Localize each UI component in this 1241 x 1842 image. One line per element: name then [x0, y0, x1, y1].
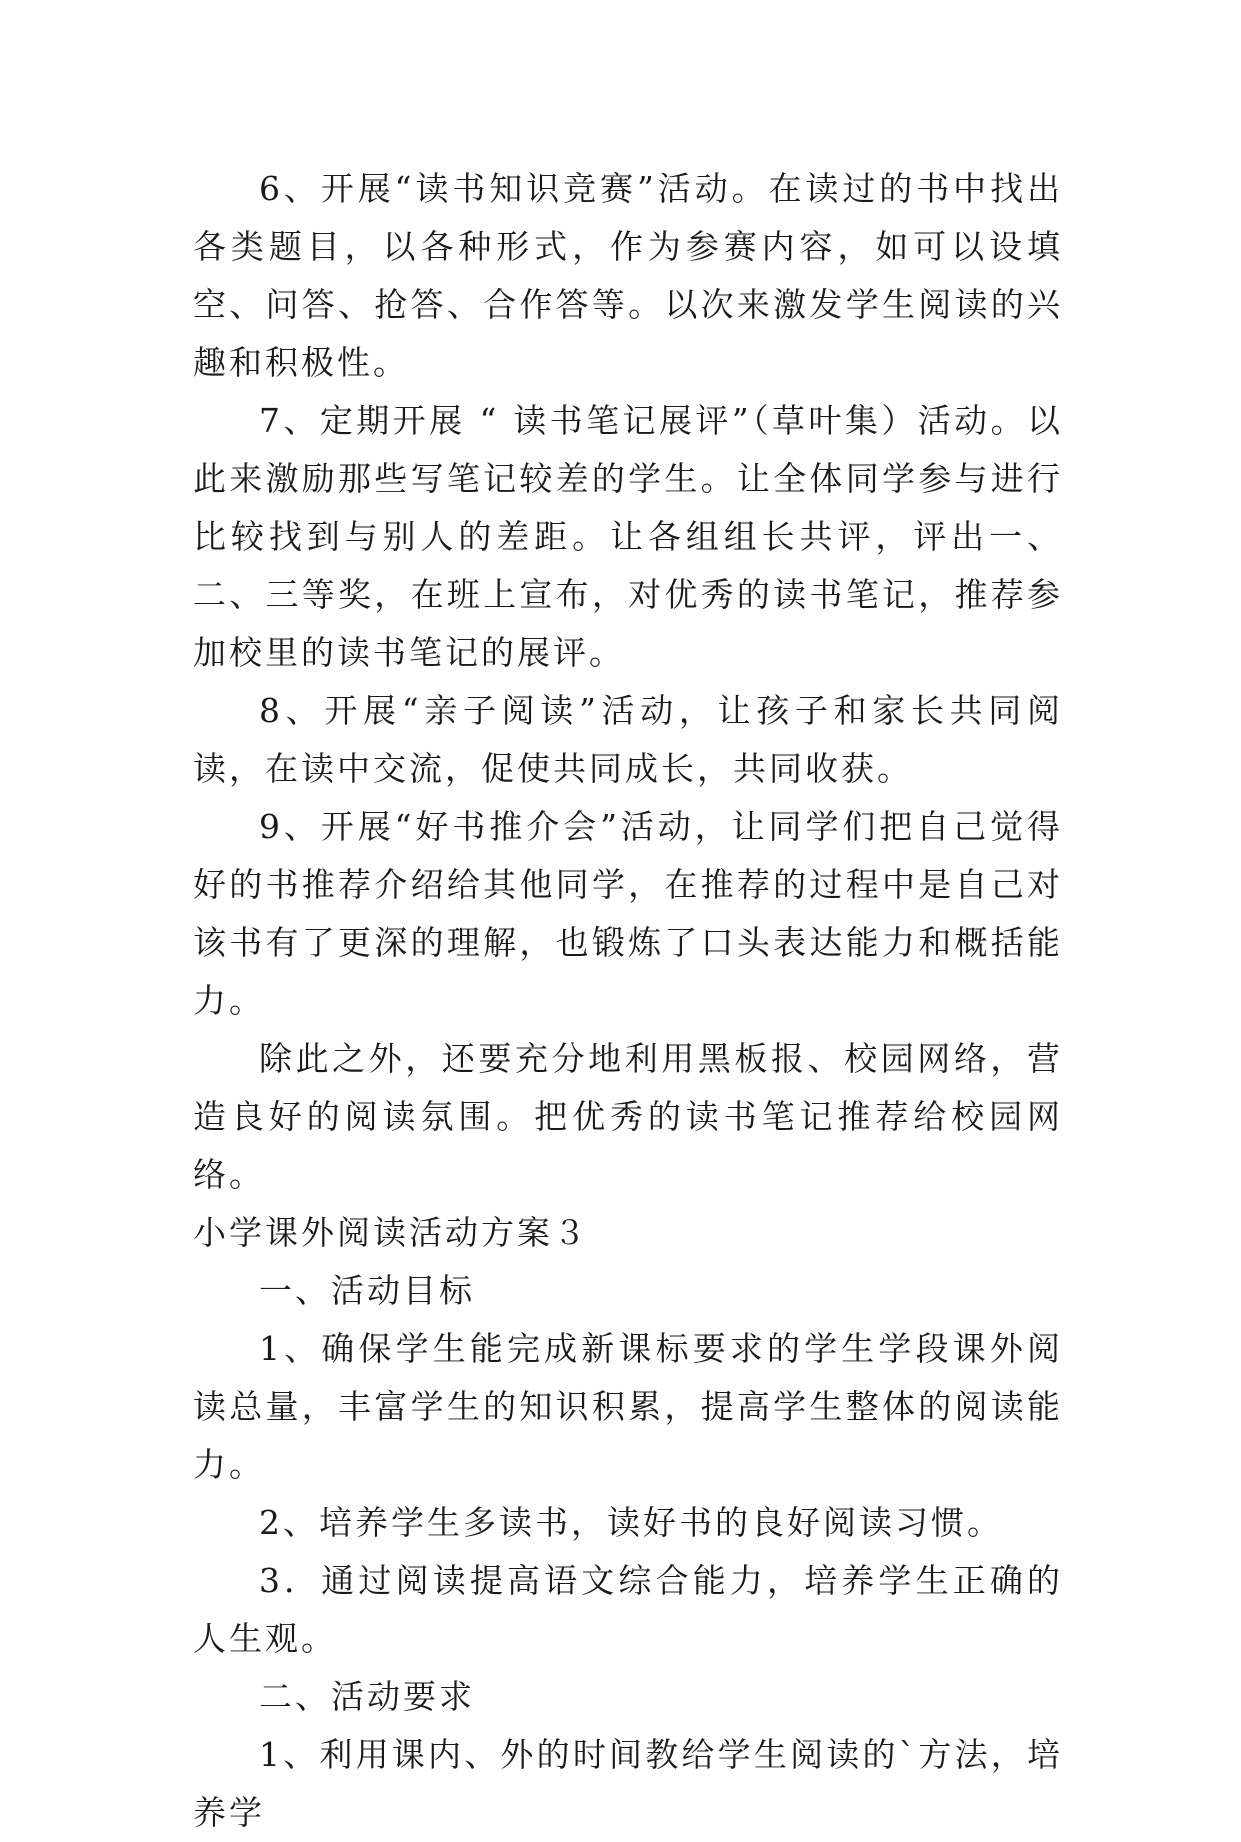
- section-heading-goals: 一、活动目标: [259, 1271, 475, 1310]
- section-title: 小学课外阅读活动方案３: [193, 1213, 589, 1252]
- section-heading-requirements: 二、活动要求: [259, 1677, 475, 1716]
- requirement-item-1: 1、利用课内、外的时间教给学生阅读的`方法，培养学: [193, 1735, 1063, 1832]
- paragraph-item-9: 9、开展“好书推介会”活动，让同学们把自己觉得好的书推荐介绍给其他同学，在推荐的过程中是自己对该书有了更深的理解，也锻炼了口头表达能力和概括能力。: [193, 807, 1063, 1020]
- document-body: [193, 160, 1063, 1842]
- paragraph-item-6: 6、开展“读书知识竞赛”活动。在读过的书中找出各类题目，以各种形式，作为参赛内容，如可以设填空、问答、抢答、合作答等。以次来激发学生阅读的兴趣和积极性。: [193, 169, 1063, 382]
- paragraph-item-8: 8、开展“亲子阅读”活动，让孩子和家长共同阅读，在读中交流，促使共同成长，共同收获。: [193, 691, 1063, 788]
- paragraph-item-7: 7、定期开展 “ 读书笔记展评”（草叶集）活动。以此来激励那些写笔记较差的学生。让全体同学参与进行比较找到与别人的差距。让各组组长共评，评出一、二、三等奖，在班上宣布，对优秀的读书笔记，推荐参加校里的读书笔记的展评。: [193, 401, 1063, 672]
- goal-item-1: 1、确保学生能完成新课标要求的学生学段课外阅读总量，丰富学生的知识积累，提高学生整体的阅读能力。: [193, 1329, 1063, 1484]
- goal-item-2: 2、培养学生多读书，读好书的良好阅读习惯。: [259, 1503, 1003, 1542]
- goal-item-3: 3．通过阅读提高语文综合能力，培养学生正确的人生观。: [193, 1561, 1063, 1658]
- paragraph-closing: 除此之外，还要充分地利用黑板报、校园网络，营造良好的阅读氛围。把优秀的读书笔记推荐给校园网络。: [193, 1039, 1063, 1194]
